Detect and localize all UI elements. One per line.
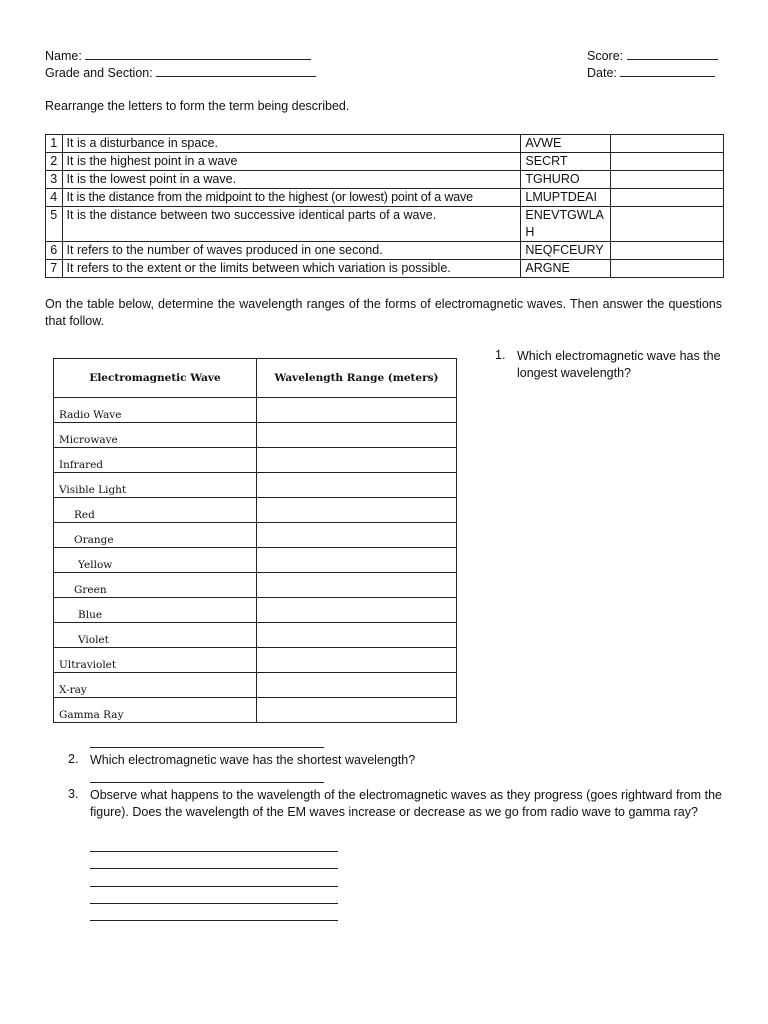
answer-cell[interactable] [611,189,724,207]
table-row [54,523,457,548]
name-field[interactable] [45,48,311,63]
row-description: It is the highest point in a wave [62,153,521,171]
score-blank[interactable] [627,48,718,60]
range-cell[interactable] [257,648,457,673]
scrambled-word: AVWE [521,135,611,153]
question-3-answer-line[interactable] [90,903,338,904]
question-3-answer-line[interactable] [90,868,338,869]
scrambled-word: TGHURO [521,171,611,189]
question-1-text: Which electromagnetic wave has the longest wavelength? [517,349,721,380]
table-row [54,698,457,723]
answer-cell[interactable] [611,260,724,278]
grade-section-field[interactable] [45,65,316,80]
scrambled-word: LMUPTDEAI [521,189,611,207]
table-row [54,623,457,648]
wave-name: Microwave [54,423,257,448]
row-description: It is a disturbance in space. [62,135,521,153]
row-number: 5 [46,207,63,242]
question-3-text: Observe what happens to the wavelength of the electromagnetic waves as they progress (goes rightward from the figure). Does the wavelength of the EM waves increase or decrease as we go from radio wave to gamma ray? [90,788,722,819]
wave-name: Red [54,498,257,523]
table-header-row [54,359,457,398]
column-header-wave: Electromagnetic Wave [54,359,257,398]
row-description: It is the distance between two successive identical parts of a wave. [62,207,521,242]
answer-cell[interactable] [611,153,724,171]
question-3-answer-line[interactable] [90,920,338,921]
date-label: Date: [587,66,617,80]
scramble-table [45,134,724,278]
wave-name: Visible Light [54,473,257,498]
wave-name: Ultraviolet [54,648,257,673]
answer-cell[interactable] [611,207,724,242]
wave-name: Blue [54,598,257,623]
table-row [54,673,457,698]
table-row [54,423,457,448]
row-description: It is the distance from the midpoint to the highest (or lowest) point of a wave [62,189,521,207]
row-number: 3 [46,171,63,189]
row-number: 2 [46,153,63,171]
table-row [54,448,457,473]
table-row [46,242,724,260]
row-number: 6 [46,242,63,260]
row-number: 7 [46,260,63,278]
column-header-range: Wavelength Range (meters) [257,359,457,398]
table-row [46,260,724,278]
row-description: It refers to the extent or the limits between which variation is possible. [62,260,521,278]
name-blank[interactable] [85,48,311,60]
row-number: 4 [46,189,63,207]
question-3-answer-line[interactable] [90,886,338,887]
range-cell[interactable] [257,673,457,698]
range-cell[interactable] [257,498,457,523]
scrambled-word: ENEVTGWLAH [521,207,611,242]
em-wave-table [53,358,457,723]
table-row [54,648,457,673]
answer-cell[interactable] [611,171,724,189]
row-description: It is the lowest point in a wave. [62,171,521,189]
table-row [46,171,724,189]
range-cell[interactable] [257,473,457,498]
row-description: It refers to the number of waves produced in one second. [62,242,521,260]
score-label: Score: [587,49,624,63]
wave-name: Violet [54,623,257,648]
question-2-answer-line[interactable] [90,782,324,783]
grade-section-blank[interactable] [156,65,316,77]
part2-instruction: On the table below, determine the wavelength ranges of the forms of electromagnetic waves. Then answer the questions that follow. [45,297,722,328]
answer-cell[interactable] [611,135,724,153]
wave-name: Yellow [54,548,257,573]
grade-section-label: Grade and Section: [45,66,153,80]
table-row [54,573,457,598]
question-number: 2. [68,752,79,766]
wave-name: Gamma Ray [54,698,257,723]
range-cell[interactable] [257,598,457,623]
question-1-answer-line[interactable] [90,747,324,748]
part1-instruction: Rearrange the letters to form the term being described. [45,99,350,113]
wave-name: Infrared [54,448,257,473]
range-cell[interactable] [257,448,457,473]
date-field[interactable] [587,65,715,80]
question-3-answer-line[interactable] [90,851,338,852]
range-cell[interactable] [257,423,457,448]
table-row [54,473,457,498]
table-row [46,207,724,242]
scrambled-word: SECRT [521,153,611,171]
table-row [54,548,457,573]
table-row [46,135,724,153]
range-cell[interactable] [257,573,457,598]
wave-name: Orange [54,523,257,548]
question-number: 3. [68,787,79,801]
range-cell[interactable] [257,523,457,548]
name-label: Name: [45,49,82,63]
range-cell[interactable] [257,548,457,573]
wave-name: Green [54,573,257,598]
scrambled-word: NEQFCEURY [521,242,611,260]
table-row [54,598,457,623]
range-cell[interactable] [257,698,457,723]
table-row [54,498,457,523]
wave-name: X-ray [54,673,257,698]
table-row [46,189,724,207]
table-row [54,398,457,423]
range-cell[interactable] [257,398,457,423]
question-2-text: Which electromagnetic wave has the shortest wavelength? [90,753,416,767]
date-blank[interactable] [620,65,715,77]
range-cell[interactable] [257,623,457,648]
score-field[interactable] [587,48,718,63]
answer-cell[interactable] [611,242,724,260]
question-number: 1. [495,348,506,362]
row-number: 1 [46,135,63,153]
wave-name: Radio Wave [54,398,257,423]
scrambled-word: ARGNE [521,260,611,278]
table-row [46,153,724,171]
